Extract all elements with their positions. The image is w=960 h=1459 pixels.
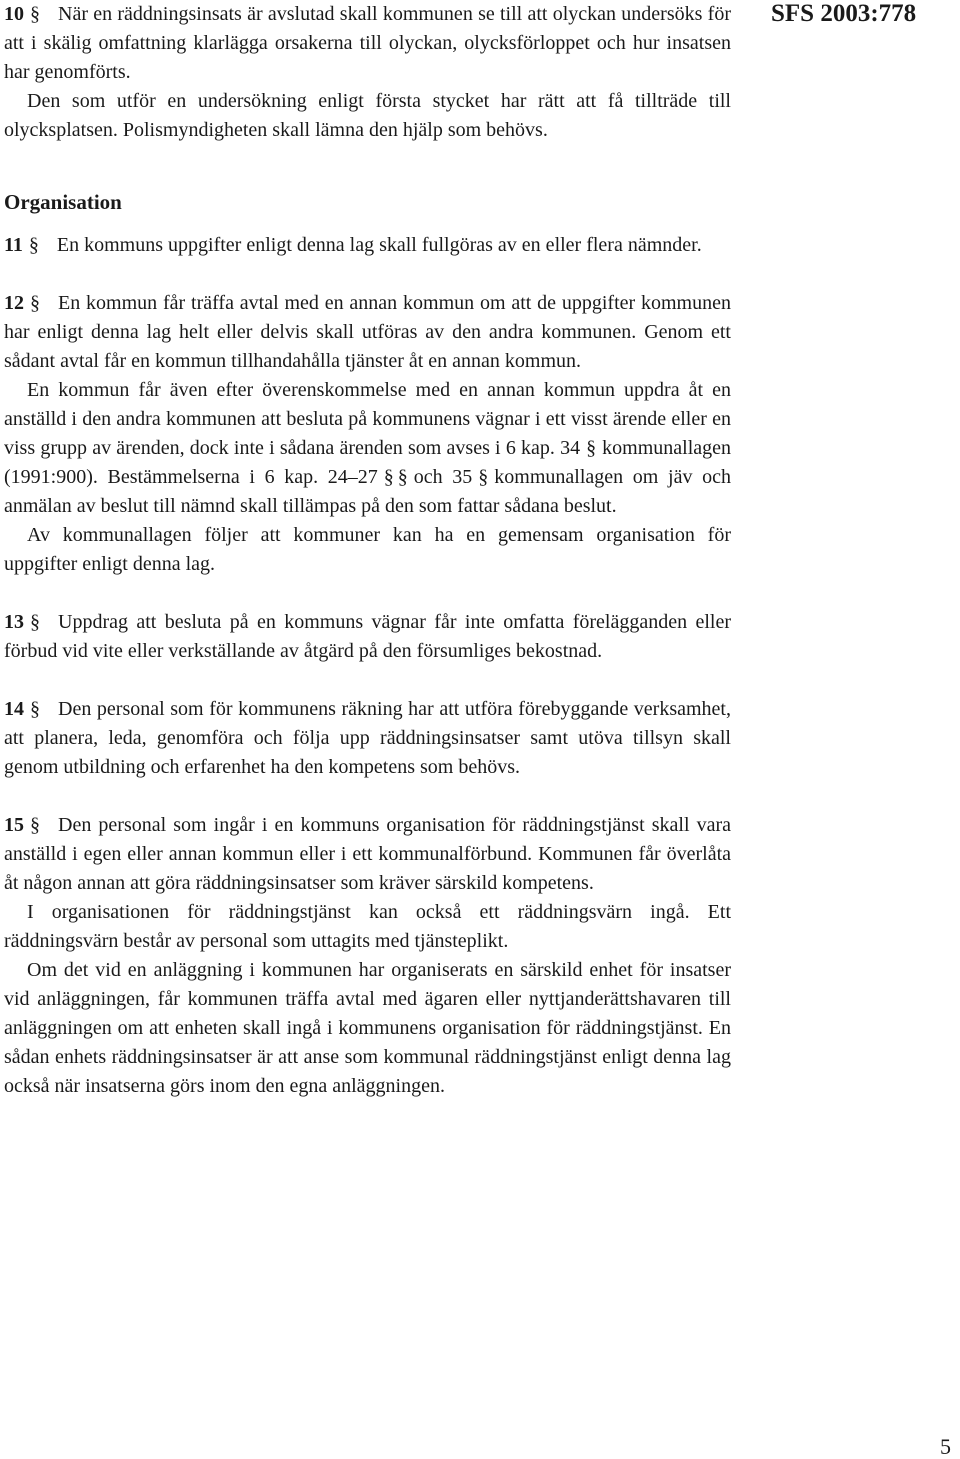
document-body [4, 0, 731, 1101]
section-15 [4, 811, 731, 1101]
section-number: 11 [4, 234, 23, 256]
section-13-paragraph-1 [4, 608, 731, 666]
section-number: 13 [4, 611, 24, 633]
paragraph-text: En kommuns uppgifter enligt denna lag skall fullgöras av en eller flera nämnder. [56, 234, 702, 256]
section-14 [4, 695, 731, 782]
paragraph-text: kommunallagen (1991:900). Bestämmelserna i 6 kap. 24–27 [4, 437, 731, 488]
section-sign-icon: § [30, 814, 40, 836]
section-sign-icon: § [383, 466, 394, 488]
paragraph-text: kommunallagen om jäv och anmälan av beslut till nämnd skall tillämpas på den som fattar sådana beslut. [4, 466, 731, 517]
section-12 [4, 289, 731, 579]
section-11-paragraph-1 [4, 231, 731, 260]
section-12-paragraph-3: Av kommunallagen följer att kommuner kan ha en gemensam organisation för uppgifter enligt denna lag. [4, 524, 731, 575]
section-sign-icon: § [30, 292, 40, 314]
paragraph-text: Den personal som för kommunens räkning har att utföra förebyggande verksamhet, att planera, leda, genomföra och följa upp räddningsinsatser samt utöva tillsyn skall genom utbildning och erfarenhet ha den kompetens som behövs. [4, 698, 731, 778]
section-14-paragraph-1 [4, 695, 731, 782]
section-number: 10 [4, 3, 24, 25]
paragraph-text: En kommun får träffa avtal med en annan kommun om att de uppgifter kommunen har enligt denna lag helt eller delvis skall utföras av den andra kommunen. Genom ett sådant avtal får en kommun tillhandahålla tjänster åt en annan kommun. [4, 292, 731, 372]
section-number: 12 [4, 292, 24, 314]
section-sign-icon: § [30, 698, 40, 720]
section-sign-icon: § [478, 466, 489, 488]
paragraph-text: och 35 [413, 466, 473, 488]
section-15-paragraph-3: Om det vid en anläggning i kommunen har organiserats en särskild enhet för insatser vid anläggningen, får kommunen träffa avtal med ägaren eller nyttjanderättshavaren till anläggningen om att enheten skall ingå i kommunens organisation för räddningstjänst. En sådan enhets räddningsinsatser är att anse som kommunal räddningstjänst enligt denna lag också när insatserna görs inom den egna anläggningen. [4, 959, 731, 1097]
section-11 [4, 231, 731, 260]
section-sign-icon: § [30, 3, 40, 25]
section-sign-icon: § [397, 466, 408, 488]
section-sign-icon: § [586, 437, 597, 459]
section-10-paragraph-1 [4, 0, 731, 87]
section-number: 14 [4, 698, 24, 720]
section-10 [4, 0, 731, 145]
section-15-paragraph-2: I organisationen för räddningstjänst kan också ett räddningsvärn ingå. Ett räddningsvärn består av personal som uttagits med tjänsteplikt. [4, 901, 731, 952]
section-number: 15 [4, 814, 24, 836]
section-sign-icon: § [30, 611, 40, 633]
section-15-paragraph-1 [4, 811, 731, 898]
paragraph-text: När en räddningsinsats är avslutad skall kommunen se till att olyckan undersöks för att i skälig omfattning klarlägga orsakerna till olyckan, olycksförloppet och hur insatsen har genomförts. [4, 3, 731, 83]
paragraph-text: Den personal som ingår i en kommuns organisation för räddningstjänst skall vara anställd i egen eller annan kommun eller i ett kommunalförbund. Kommunen får överlåta åt någon annan att göra räddningsinsatser som kräver särskild kompetens. [4, 814, 731, 894]
section-10-paragraph-2: Den som utför en undersökning enligt första stycket har rätt att få tillträde till olycksplatsen. Polismyndigheten skall lämna den hjälp som behövs. [4, 90, 731, 141]
paragraph-text: En kommun får även efter överenskommelse med en annan kommun uppdra åt en anställd i den andra kommunen att besluta på kommunens vägnar i ett visst ärende eller en viss grupp av ärenden, dock inte i sådana ärenden som avses i 6 kap. 34 [4, 379, 731, 459]
paragraph-text: Uppdrag att besluta på en kommuns vägnar får inte omfatta förelägganden eller förbud vid vite eller verkställande av åtgärd på den försumliges bekostnad. [4, 611, 731, 662]
document-reference: SFS 2003:778 [771, 0, 917, 27]
page-number: 5 [940, 1434, 951, 1459]
section-12-paragraph-1 [4, 289, 731, 376]
section-12-paragraph-2 [4, 376, 731, 521]
section-13 [4, 608, 731, 666]
section-sign-icon: § [28, 234, 39, 256]
heading-organisation: Organisation [4, 190, 122, 214]
